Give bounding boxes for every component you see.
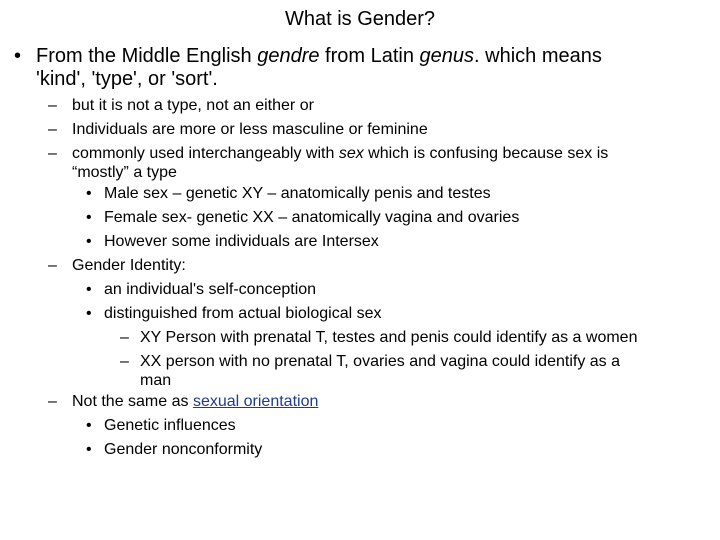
sub-item-sexual-orientation bbox=[0, 390, 720, 414]
etymology-word-gendre: gendre bbox=[257, 45, 320, 67]
sexual-orientation-link[interactable]: sexual orientation bbox=[192, 393, 319, 410]
sub-item-text: Gender Identity: bbox=[72, 257, 186, 274]
bullet-marker: • bbox=[14, 45, 22, 67]
interchangeable-word-sex: sex bbox=[338, 145, 364, 162]
dash-marker: – bbox=[120, 353, 129, 370]
dash-marker: – bbox=[120, 329, 129, 346]
etymology-word-genus: genus bbox=[419, 45, 475, 67]
orientation-item-text: Gender nonconformity bbox=[104, 441, 263, 458]
sex-item-female bbox=[0, 206, 720, 230]
identity-example-text: XX person with no prenatal T, ovaries and vagina could identify as a bbox=[140, 353, 620, 370]
etymology-text-pre: From the Middle English bbox=[36, 45, 258, 67]
bullet-marker: • bbox=[86, 441, 92, 458]
sex-item-text: However some individuals are Intersex bbox=[104, 233, 379, 250]
identity-item-self-conception bbox=[0, 278, 720, 302]
sex-item-male bbox=[0, 182, 720, 206]
slide-title: What is Gender? bbox=[284, 8, 436, 30]
bullet-marker: • bbox=[86, 281, 92, 298]
sub-item-masculine-feminine bbox=[0, 118, 720, 142]
bullet-marker: • bbox=[86, 233, 92, 250]
sub-item-gender-identity bbox=[0, 254, 720, 278]
bullet-marker: • bbox=[86, 305, 92, 322]
dash-marker: – bbox=[48, 121, 57, 138]
sub-item-not-a-type bbox=[0, 94, 720, 118]
orientation-text-pre: Not the same as bbox=[72, 393, 193, 410]
identity-example-xx bbox=[0, 352, 720, 372]
bullet-marker: • bbox=[86, 185, 92, 202]
identity-item-distinguished bbox=[0, 302, 720, 326]
sub-item-interchangeable-line2: “mostly” a type bbox=[72, 164, 177, 181]
dash-marker: – bbox=[48, 145, 57, 162]
sex-item-intersex bbox=[0, 230, 720, 254]
identity-example-xy bbox=[0, 326, 720, 350]
sub-item-text: Individuals are more or less masculine or feminine bbox=[72, 121, 428, 138]
interchangeable-text-pre: commonly used interchangeably with bbox=[72, 145, 339, 162]
orientation-item-text: Genetic influences bbox=[104, 417, 236, 434]
sex-item-text: Male sex – genetic XY – anatomically penis and testes bbox=[104, 185, 491, 202]
sub-item-interchangeable bbox=[0, 144, 720, 164]
dash-marker: – bbox=[48, 393, 57, 410]
orientation-item-nonconformity bbox=[0, 438, 720, 462]
dash-marker: – bbox=[48, 97, 57, 114]
identity-item-text: an individual's self-conception bbox=[104, 281, 317, 298]
orientation-item-genetic bbox=[0, 414, 720, 438]
interchangeable-text-post: which is confusing because sex is bbox=[363, 145, 609, 162]
sex-item-text: Female sex- genetic XX – anatomically vagina and ovaries bbox=[104, 209, 520, 226]
etymology-text-post: . which means bbox=[474, 45, 602, 67]
dash-marker: – bbox=[48, 257, 57, 274]
sub-item-text: but it is not a type, not an either or bbox=[72, 97, 314, 114]
bullet-marker: • bbox=[86, 417, 92, 434]
identity-example-xx-line2: man bbox=[140, 372, 172, 389]
identity-item-text: distinguished from actual biological sex bbox=[104, 305, 382, 322]
identity-example-text: XY Person with prenatal T, testes and penis could identify as a women bbox=[140, 329, 638, 346]
etymology-text-mid: from Latin bbox=[319, 45, 420, 67]
slide-content bbox=[0, 44, 720, 462]
bullet-etymology bbox=[0, 44, 720, 68]
bullet-etymology-line2: 'kind', 'type', or 'sort'. bbox=[36, 68, 218, 90]
bullet-marker: • bbox=[86, 209, 92, 226]
